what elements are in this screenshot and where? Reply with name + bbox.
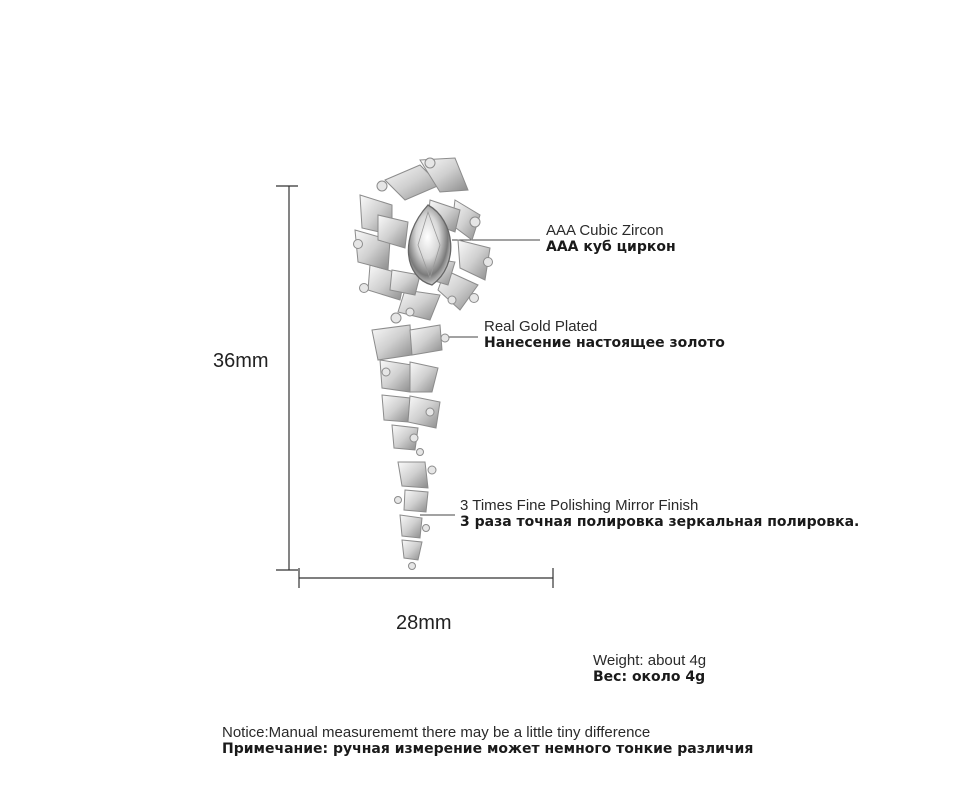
weight-ru: Вес: около 4g	[593, 669, 706, 685]
height-label: 36mm	[213, 350, 269, 372]
callout-ru: AAA куб циркон	[546, 239, 676, 255]
notice-en: Notice:Manual measurememt there may be a little tiny difference	[222, 724, 651, 741]
height-measure-line	[276, 186, 298, 570]
callout-en: 3 Times Fine Polishing Mirror Finish	[460, 497, 699, 514]
weight-info	[593, 652, 706, 685]
callout-ru: Нанесение настоящее золото	[484, 335, 725, 351]
width-measure-line	[299, 568, 553, 588]
earring-tail	[395, 462, 437, 570]
callout-en: AAA Cubic Zircon	[546, 222, 664, 239]
width-label: 28mm	[396, 612, 452, 634]
callout-en: Real Gold Plated	[484, 318, 598, 335]
notice-ru: Примечание: ручная измерение может немного тонкие различия	[222, 741, 754, 757]
callout-ru: 3 раза точная полировка зеркальная полировка.	[460, 514, 860, 530]
callout-gold-plated	[484, 318, 725, 351]
notice	[222, 724, 753, 757]
weight-en: Weight: about 4g	[593, 652, 707, 669]
callout-cubic-zircon	[546, 222, 676, 255]
earring-middle-section	[372, 325, 449, 456]
callout-polishing	[460, 497, 859, 530]
